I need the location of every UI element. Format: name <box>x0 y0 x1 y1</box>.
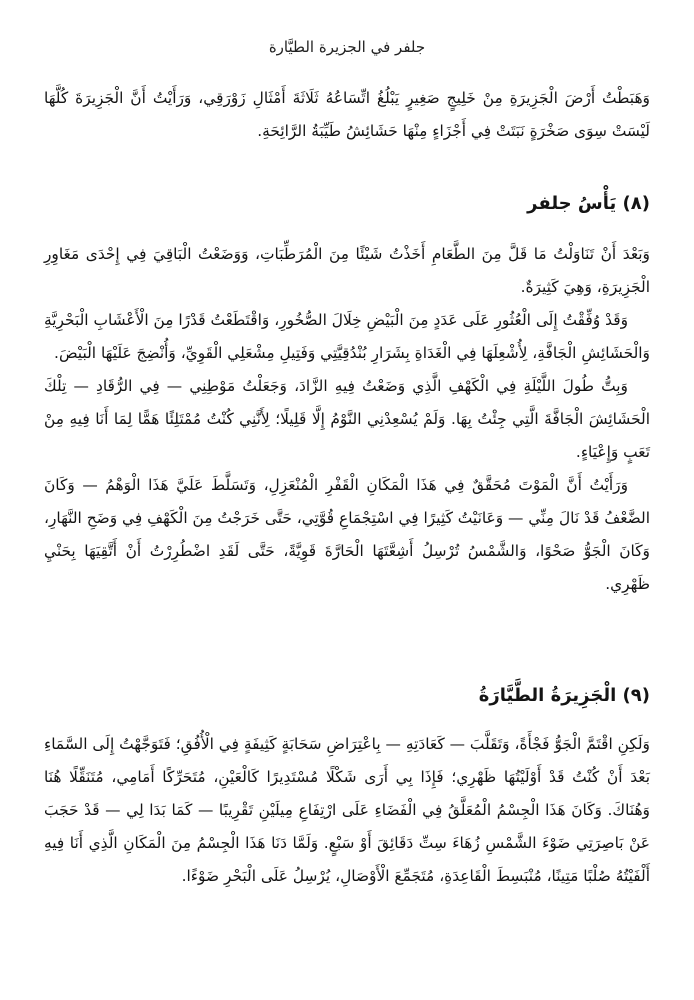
section-heading-8: (٨) يَأْسُ جلفر <box>527 193 650 214</box>
paragraph-8-1: وَبَعْدَ أَنْ تَنَاوَلْتُ مَا قَلَّ مِنَ الطَّعَامِ أَخَذْتُ شَيْئًا مِنَ الْمُرَطِّبَاتِ، وَوَضَعْتُ الْبَاقِيَ فِي إِحْدَى مَغَاوِرِ الْجَزِيرَةِ، وَهِيَ كَثِيرَةٌ. <box>44 245 650 296</box>
section-9-body <box>44 728 650 893</box>
running-header: جلفر في الجزيرة الطيَّارة <box>268 38 426 56</box>
paragraph-9-1: وَلَكِنِ اقْتَمَّ الْجَوُّ فَجْأَةً، وَتَقَلَّبَ — كَعَادَتِهِ — بِاعْتِرَاضِ سَحَابَةٍ كَثِيفَةٍ فِي الْأُفُقِ؛ فَتَوَجَّهْتُ إِلَى السَّمَاءِ بَعْدَ أَنْ كُنْتُ قَدْ أَوْلَيْتُهَا ظَهْرِي؛ فَإِذَا بِي أَرَى شَكْلًا مُسْتَدِيرًا كَالْعَيْنِ، مُتَحَرِّكًا أَمَامِي، مُتَنَقِّلًا هُنَا وَهُنَاكَ. وَكَانَ هَذَا الْجِسْمُ الْمُعَلَّقُ فِي الْفَضَاءِ عَلَى ارْتِفَاعِ مِيلَيْنِ تَقْرِيبًا — كَمَا بَدَا لِي — قَدْ حَجَبَ عَنْ بَاصِرَتِي ضَوْءَ الشَّمْسِ زُهَاءَ سِتِّ دَقَائِقَ أَوْ سَبْعٍ. وَلَمَّا دَنَا هَذَا الْجِسْمُ مِنَ الْمَكَانِ الَّذِي أَنَا فِيهِ أَلْفَيْتُهُ صُلْبًا مَتِينًا، مُنْبَسِطَ الْقَاعِدَةِ، مُتَجَمِّعَ الْأَوْصَالِ، يُرْسِلُ عَلَى الْبَحْرِ ضَوْءًا. <box>44 735 650 885</box>
paragraph-8-2: وَقَدْ وُفِّقْتُ إِلَى الْعُثُورِ عَلَى عَدَدٍ مِنَ الْبَيْضِ خِلَالَ الصُّخُورِ، وَاقْتَطَعْتُ قَدْرًا مِنَ الْأَعْشَابِ الْبَحْرِيَّةِ وَالْحَشَائِشِ الْجَافَّةِ، لِأُشْعِلَهَا فِي الْغَدَاةِ بِشَرَارِ بُنْدُقِيَّتِي وَفَتِيلِ مِشْعَلِي الْقَوِيِّ، وَأُنْضِجَ عَلَيْهَا الْبَيْضَ. <box>44 311 650 362</box>
section-8-heading-block <box>44 190 650 218</box>
intro-paragraph-block <box>44 82 650 148</box>
intro-paragraph: وَهَبَطْتُ أَرْضَ الْجَزِيرَةِ مِنْ خَلِيجٍ صَغِيرٍ يَبْلُغُ اتِّسَاعُهُ ثَلَاثَةَ أَمْثَالِ زَوْرَقِي، وَرَأَيْتُ أَنَّ الْجَزِيرَةَ كُلَّهَا لَيْسَتْ سِوَى صَخْرَةٍ نَبَتَتْ فِي أَجْزَاءٍ مِنْهَا حَشَائِشُ طَيِّبَةُ الرَّائِحَةِ. <box>44 89 650 140</box>
paragraph-8-3: وَبِتُّ طُولَ اللَّيْلَةِ فِي الْكَهْفِ الَّذِي وَضَعْتُ فِيهِ الزَّادَ، وَجَعَلْتُ مَوْطِنِي — فِي الرُّقَادِ — تِلْكَ الْحَشَائِشَ الْجَافَّةَ الَّتِي جِئْتُ بِهَا. وَلَمْ يُسْعِدْنِي النَّوْمُ إِلَّا قَلِيلًا؛ لِأَنَّنِي كُنْتُ مُمْتَلِئًا هَمًّا لِمَا أَنَا فِيهِ مِنْ تَعَبٍ وَإِعْيَاءٍ. <box>44 377 650 461</box>
paragraph-8-4: وَرَأَيْتُ أَنَّ الْمَوْتَ مُحَقَّقٌ فِي هَذَا الْمَكَانِ الْقَفْرِ الْمُنْعَزِلِ، وَتَسَلَّطَ عَلَيَّ هَذَا الْوَهْمُ — وَكَانَ الضَّعْفُ قَدْ نَالَ مِنِّي — وَعَانَيْتُ كَثِيرًا فِي اسْتِجْمَاعِ قُوَّتِي، حَتَّى خَرَجْتُ مِنَ الْكَهْفِ فِي وَضَحِ النَّهَارِ، وَكَانَ الْجَوُّ صَحْوًا، وَالشَّمْسُ تُرْسِلُ أَشِعَّتَهَا الْحَارَّةَ قَوِيَّةً، حَتَّى لَقَدِ اضْطُرِرْتُ أَنْ أَتَّقِيَهَا بِحَنْيِ ظَهْرِي. <box>44 476 650 593</box>
section-8-body <box>44 238 650 601</box>
section-9-heading-block <box>44 682 650 710</box>
section-heading-9: (٩) الْجَزِيرَةُ الطَّيَّارَةُ <box>478 685 650 706</box>
